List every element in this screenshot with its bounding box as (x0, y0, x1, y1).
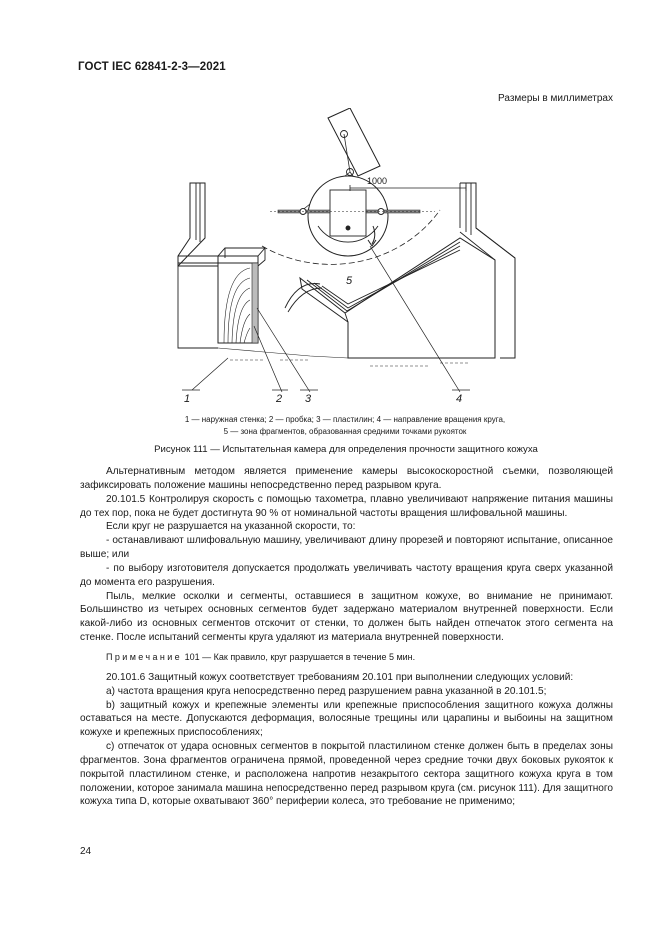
units-note: Размеры в миллиметрах (498, 93, 613, 104)
clause-20-101-5: 20.101.5 Контролируя скорость с помощью тахометра, плавно увеличивают напряжение питания машины до тех пор, пока не будет достигнута 90 % от номинальной частоты вращения шлифовальной машины. (80, 493, 613, 519)
note-text: 101 — Как правило, круг разрушается в течение 5 мин. (184, 651, 416, 662)
note (80, 651, 613, 665)
plasticine-strip (252, 263, 258, 343)
test-chamber-figure (170, 108, 530, 408)
condition-b: b) защитный кожух и крепежные элементы или крепежные приспособления защитного кожуха должны оставаться на месте. Допускаются деформация, волосяные трещины или царапины и выбоины на защитном кожухе и крепежных приспособлениях; (80, 699, 613, 739)
clause-20-101-6: 20.101.6 Защитный кожух соответствует требованиям 20.101 при выполнении следующих условий: (106, 671, 574, 683)
document-header: ГОСТ IEC 62841-2-3—2021 (78, 61, 226, 73)
back-wall-left (178, 183, 205, 266)
callout-2: 2 (276, 393, 283, 405)
figure-legend-line-2: 5 — зона фрагментов, образованная средними точками рукояток (223, 427, 467, 436)
figure-legend-line-1: 1 — наружная стенка; 2 — пробка; 3 — пластилин; 4 — направление вращения круга, (184, 415, 506, 424)
list-item: - останавливают шлифовальную машину, увеличивают длину прорезей и повторяют испытание, описанное выше; или (80, 535, 613, 561)
dimension-label: 1000 (367, 176, 388, 186)
zone-label: 5 (346, 275, 353, 287)
callout-3: 3 (305, 393, 312, 405)
back-wall-right (460, 183, 515, 358)
condition-a: а) частота вращения круга непосредственно перед разрушением равна указанной в 20.101.5; (106, 685, 547, 697)
page-number: 24 (80, 846, 92, 857)
figure-caption: Рисунок 111 — Испытательная камера для определения прочности защитного кожуха (154, 444, 538, 455)
paragraph: Если круг не разрушается на указанной скорости, то: (106, 521, 356, 533)
front-wall-right (300, 238, 495, 358)
list-item: - по выбору изготовителя допускается продолжать увеличивать частоту вращения круга сверх указанной до момента его разрушения. (80, 562, 613, 588)
body-text (80, 465, 613, 809)
callout-1: 1 (184, 393, 191, 405)
grinder-handle (328, 108, 380, 176)
paragraph: Альтернативным методом является применение камеры высокоскоростной съемки, позволяющей зафиксировать положение машины непосредственно перед разрывом круга. (80, 466, 613, 491)
note-label: Примечание (106, 651, 183, 662)
plug-grain (224, 268, 250, 343)
condition-c: с) отпечаток от удара основных сегментов в покрытой пластилином стенке должен быть в пределах зоны фрагментов. Зона фрагментов ограничена прямой, проведенной через средние точки двух боковых рукояток к покрытой пластилином стенке, и расположена напротив незакрытого сектора защитного кожуха круга в том положении, которое занимала машина непосредственно перед разрывом круга (см. рисунок 111). Для защитного кожуха типа D, которые охватывают 360° периферии колеса, это требование не применимо; (80, 741, 613, 808)
callout-4: 4 (456, 393, 463, 405)
paragraph: Пыль, мелкие осколки и сегменты, оставшиеся в защитном кожухе, во внимание не принимают. Большинство из четырех основных сегментов будет задержано материалом внутренней поверхности. Если какой-либо из основных сегментов отскочит от стенки, то должен быть найден отпечаток этого сегмента на стенке. После испытаний сегменты круга удаляют из материала внутренней поверхности. (80, 590, 613, 644)
